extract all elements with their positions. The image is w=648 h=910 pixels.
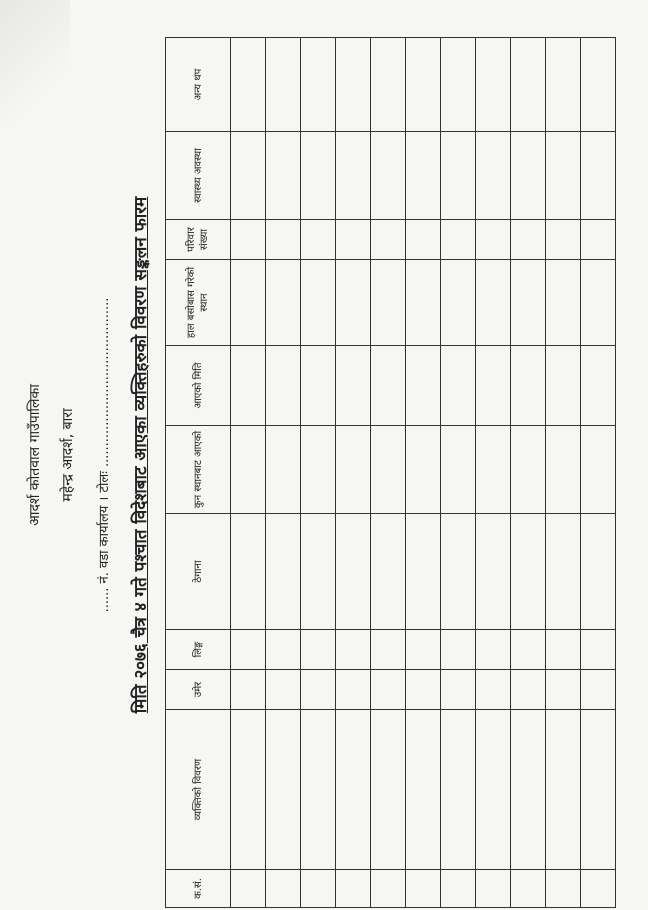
table-cell [581,132,616,220]
table-cell [546,514,581,630]
table-cell [301,346,336,426]
table-cell [511,38,546,132]
ward-office-line: ...... नं. वडा कार्यालय । टोलः ......................................... [97,297,112,613]
table-cell [441,38,476,132]
table-cell [441,132,476,220]
table-cell [231,38,266,132]
table-cell [511,426,546,514]
table-cell [371,514,406,630]
table-row [336,38,371,908]
table-cell [231,346,266,426]
table-cell [546,346,581,426]
table-cell [441,870,476,908]
table-cell [301,132,336,220]
table-cell [546,630,581,670]
column-header-age: उमेर [166,670,231,710]
column-header-family-count: परिवार संख्या [166,220,231,260]
table-cell [441,426,476,514]
column-header-other: अन्य थप [166,38,231,132]
table-row [476,38,511,908]
table-cell [336,220,371,260]
table-cell [301,260,336,346]
table-cell [476,670,511,710]
table-cell [406,220,441,260]
table-row [441,38,476,908]
table-row [581,38,616,908]
table-row [266,38,301,908]
table-cell [476,870,511,908]
table-cell [546,260,581,346]
table-cell [581,670,616,710]
table-cell [476,260,511,346]
table-cell [441,514,476,630]
table-cell [371,346,406,426]
table-cell [441,670,476,710]
table-row [546,38,581,908]
table-cell [581,710,616,870]
table-cell [231,220,266,260]
table-cell [301,630,336,670]
table-cell [441,260,476,346]
table-row [406,38,441,908]
table-cell [371,670,406,710]
table-cell [266,260,301,346]
table-cell [441,710,476,870]
table-cell [266,514,301,630]
table-cell [476,220,511,260]
table-cell [476,426,511,514]
table-cell [336,346,371,426]
table-cell [266,346,301,426]
table-cell [231,670,266,710]
table-cell [301,426,336,514]
table-cell [231,630,266,670]
table-cell [301,514,336,630]
table-cell [546,426,581,514]
table-cell [336,514,371,630]
table-cell [581,870,616,908]
column-header-person-details: व्यक्तिको विवरण [166,710,231,870]
column-header-arrived-from: कुन स्थानबाट आएको [166,426,231,514]
table-cell [581,260,616,346]
table-cell [371,220,406,260]
column-header-serial: क.सं. [166,870,231,908]
table-cell [406,870,441,908]
table-cell [231,514,266,630]
table-cell [336,132,371,220]
table-cell [581,630,616,670]
table-cell [336,630,371,670]
table-cell [476,630,511,670]
table-cell [546,710,581,870]
table-cell [476,132,511,220]
table-cell [266,670,301,710]
column-header-health-status: स्वास्थ्य अवस्था [166,132,231,220]
table-cell [406,630,441,670]
table-cell [476,38,511,132]
table-cell [336,710,371,870]
table-cell [336,426,371,514]
table-cell [406,346,441,426]
table-cell [546,220,581,260]
table-cell [581,220,616,260]
municipality-address: महेन्द्र आदर्श, बारा [60,408,76,502]
column-header-current-residence: हाल बसोबास गरेको स्थान [166,260,231,346]
table-cell [301,220,336,260]
table-cell [371,630,406,670]
column-header-gender: लिङ्ग [166,630,231,670]
table-row [301,38,336,908]
table-cell [336,670,371,710]
table-cell [406,426,441,514]
table-cell [371,426,406,514]
table-cell [371,132,406,220]
table-cell [441,630,476,670]
form-title: मिति २०७६ चैत्र ४ गते पश्चात विदेशबाट आएका व्यक्तिहरुको विवरण सङ्कलन फारम [131,196,151,714]
table-cell [266,220,301,260]
table-cell [511,870,546,908]
table-cell [266,426,301,514]
table-cell [581,426,616,514]
table-cell [581,514,616,630]
column-header-address: ठेगाना [166,514,231,630]
table-cell [336,870,371,908]
table-cell [301,870,336,908]
table-cell [546,132,581,220]
table-cell [231,426,266,514]
table-cell [511,346,546,426]
table-cell [406,38,441,132]
table-cell [546,38,581,132]
table-cell [476,710,511,870]
table-cell [231,260,266,346]
table-cell [441,346,476,426]
table-cell [231,132,266,220]
table-cell [511,260,546,346]
table-cell [301,38,336,132]
table-cell [476,346,511,426]
table-cell [511,710,546,870]
table-cell [546,670,581,710]
table-cell [406,260,441,346]
table-cell [371,260,406,346]
table-row [371,38,406,908]
table-cell [301,670,336,710]
table-cell [266,710,301,870]
table-cell [511,132,546,220]
table-header-row [166,38,231,908]
table-cell [406,132,441,220]
table-row [511,38,546,908]
table-cell [266,630,301,670]
table-cell [301,710,336,870]
table-cell [406,710,441,870]
table-cell [371,870,406,908]
table-cell [546,870,581,908]
table-cell [266,38,301,132]
table-cell [371,38,406,132]
table-cell [511,630,546,670]
municipality-name: आदर्श कोतवाल गाउँपालिका [27,384,43,526]
table-cell [476,514,511,630]
table-cell [511,514,546,630]
data-collection-table [165,37,616,908]
table-cell [371,710,406,870]
table-body [231,38,616,908]
table-cell [511,670,546,710]
table-cell [441,220,476,260]
table-cell [266,870,301,908]
table-cell [336,38,371,132]
table-row [231,38,266,908]
table-cell [511,220,546,260]
column-header-arrival-date: आएको मिति [166,346,231,426]
table-cell [581,38,616,132]
table-cell [406,670,441,710]
table-cell [406,514,441,630]
table-cell [231,710,266,870]
table-cell [266,132,301,220]
table-cell [231,870,266,908]
table-cell [581,346,616,426]
table-cell [336,260,371,346]
